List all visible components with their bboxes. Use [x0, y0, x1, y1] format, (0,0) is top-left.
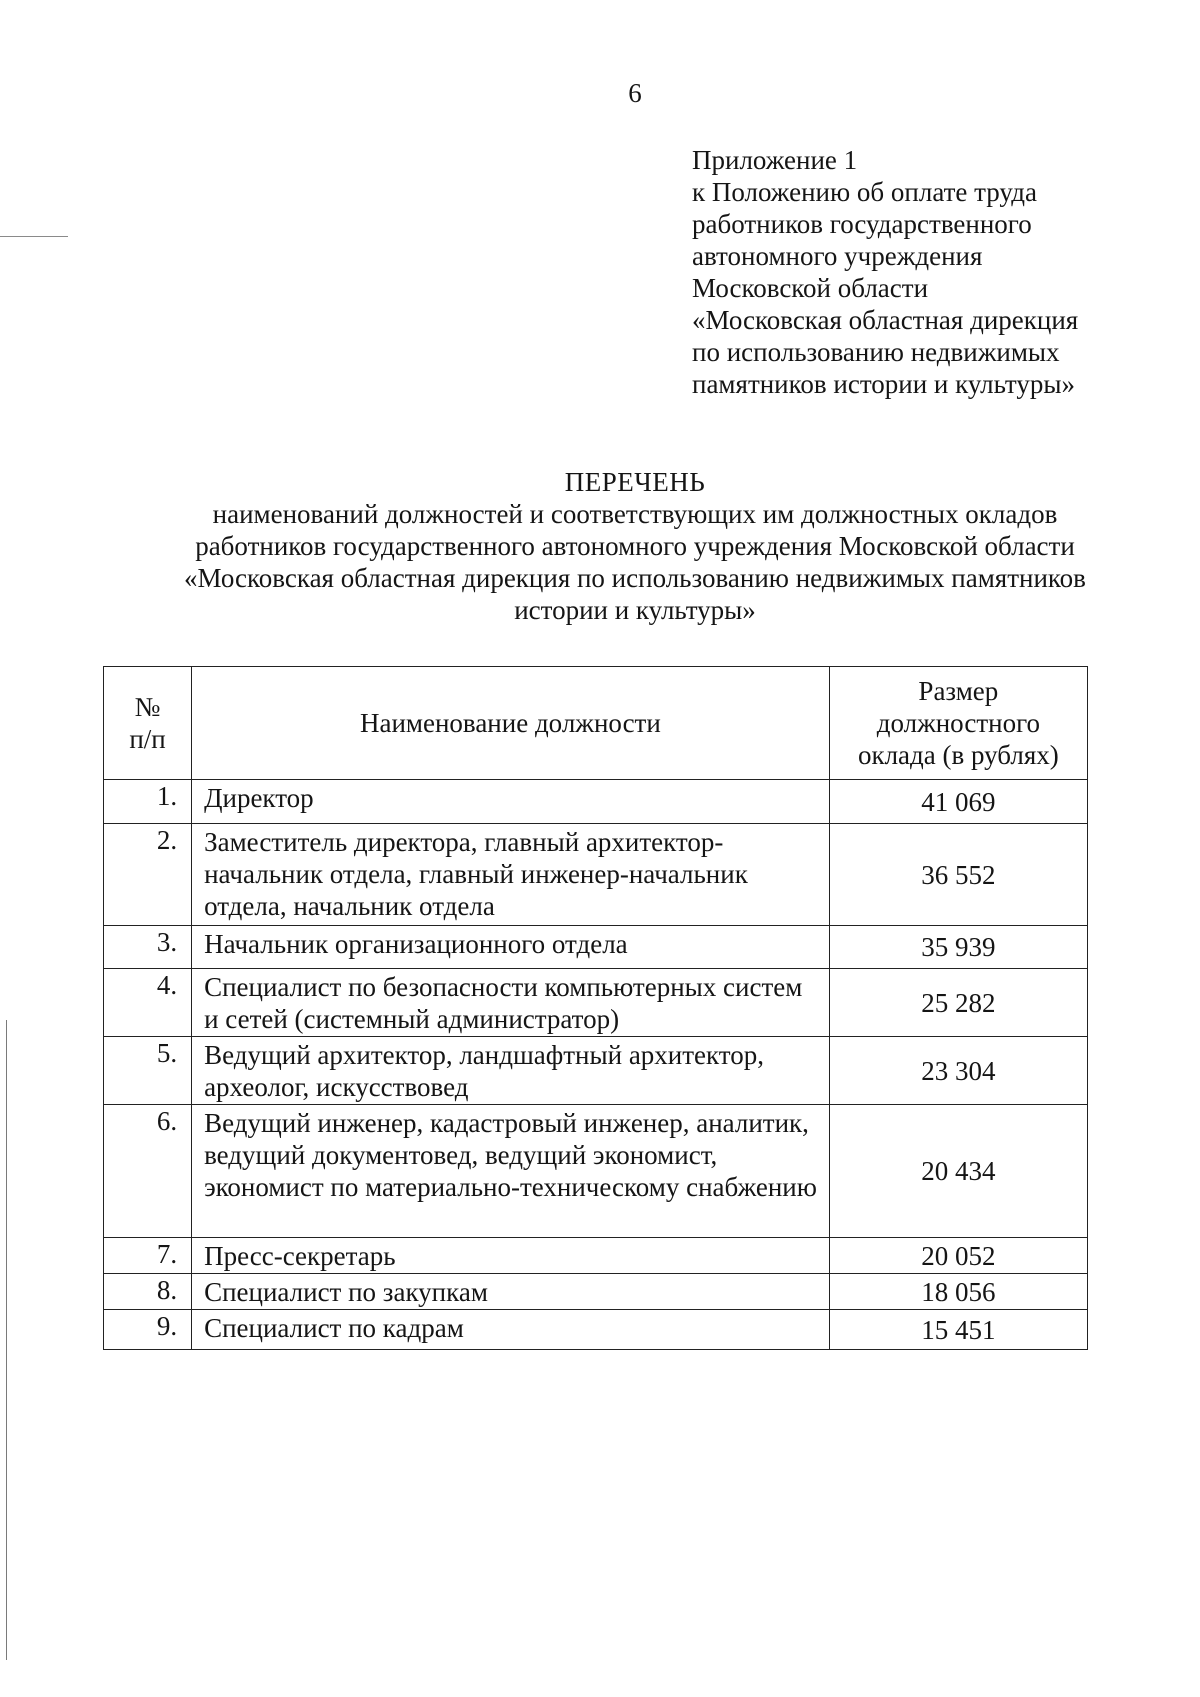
row-salary: 36 552	[829, 824, 1087, 926]
appendix-line: Московской области	[692, 273, 929, 303]
document-heading	[100, 466, 1170, 626]
scan-artifact-line	[0, 236, 68, 237]
header-salary-line: должностного	[876, 708, 1040, 738]
appendix-line: памятников истории и культуры»	[692, 369, 1075, 399]
heading-line: наименований должностей и соответствующих им должностных окладов	[212, 499, 1058, 529]
row-num: 8.	[104, 1274, 192, 1310]
appendix-line: к Положению об оплате труда	[692, 177, 1037, 207]
row-num: 3.	[104, 926, 192, 969]
row-position: Заместитель директора, главный архитектор-начальник отдела, главный инженер-начальник отдела, начальник отдела	[192, 824, 830, 926]
row-salary: 41 069	[829, 780, 1087, 824]
row-position: Специалист по закупкам	[192, 1274, 830, 1310]
row-num: 9.	[104, 1310, 192, 1350]
scan-edge-line	[6, 1020, 7, 1660]
row-num: 5.	[104, 1037, 192, 1105]
header-num	[104, 667, 192, 780]
header-num-line: №	[134, 692, 161, 722]
row-num: 2.	[104, 824, 192, 926]
appendix-line: по использованию недвижимых	[692, 337, 1060, 367]
row-position: Директор	[192, 780, 830, 824]
heading-line: истории и культуры»	[514, 595, 756, 625]
row-salary: 35 939	[829, 926, 1087, 969]
page-number: 6	[628, 78, 642, 108]
row-num: 4.	[104, 969, 192, 1037]
appendix-line: «Московская областная дирекция	[692, 305, 1079, 335]
table-row	[104, 824, 1088, 926]
row-position: Пресс-секретарь	[192, 1238, 830, 1274]
row-position: Ведущий архитектор, ландшафтный архитектор, археолог, искусствовед	[192, 1037, 830, 1105]
appendix-line: автономного учреждения	[692, 241, 983, 271]
table-row	[104, 780, 1088, 824]
row-salary: 20 434	[829, 1105, 1087, 1238]
row-salary: 15 451	[829, 1310, 1087, 1350]
table-row	[104, 1037, 1088, 1105]
row-salary: 20 052	[829, 1238, 1087, 1274]
header-salary-line: оклада (в рублях)	[857, 740, 1059, 770]
table-row	[104, 1310, 1088, 1350]
table-row	[104, 926, 1088, 969]
table-row	[104, 1105, 1088, 1238]
table-header-row	[104, 667, 1088, 780]
table-row	[104, 1238, 1088, 1274]
header-num-line: п/п	[129, 724, 166, 754]
row-salary: 25 282	[829, 969, 1087, 1037]
heading-line: работников государственного автономного учреждения Московской области	[195, 531, 1075, 561]
appendix-line: работников государственного	[692, 209, 1032, 239]
table-row	[104, 969, 1088, 1037]
heading-line: «Московская областная дирекция по использованию недвижимых памятников	[184, 563, 1086, 593]
salary-table	[103, 666, 1088, 1350]
appendix-reference	[692, 144, 1162, 400]
row-salary: 18 056	[829, 1274, 1087, 1310]
row-position: Начальник организационного отдела	[192, 926, 830, 969]
row-num: 7.	[104, 1238, 192, 1274]
row-position: Ведущий инженер, кадастровый инженер, аналитик, ведущий документовед, ведущий экономист, экономист по материально-техническому снабжению	[192, 1105, 830, 1238]
header-salary	[829, 667, 1087, 780]
header-salary-line: Размер	[918, 676, 999, 706]
row-salary: 23 304	[829, 1037, 1087, 1105]
row-position: Специалист по кадрам	[192, 1310, 830, 1350]
row-num: 6.	[104, 1105, 192, 1238]
heading-title: ПЕРЕЧЕНЬ	[564, 467, 706, 497]
table-row	[104, 1274, 1088, 1310]
row-position: Специалист по безопасности компьютерных систем и сетей (системный администратор)	[192, 969, 830, 1037]
row-num: 1.	[104, 780, 192, 824]
appendix-line: Приложение 1	[692, 145, 858, 175]
header-position: Наименование должности	[192, 667, 830, 780]
